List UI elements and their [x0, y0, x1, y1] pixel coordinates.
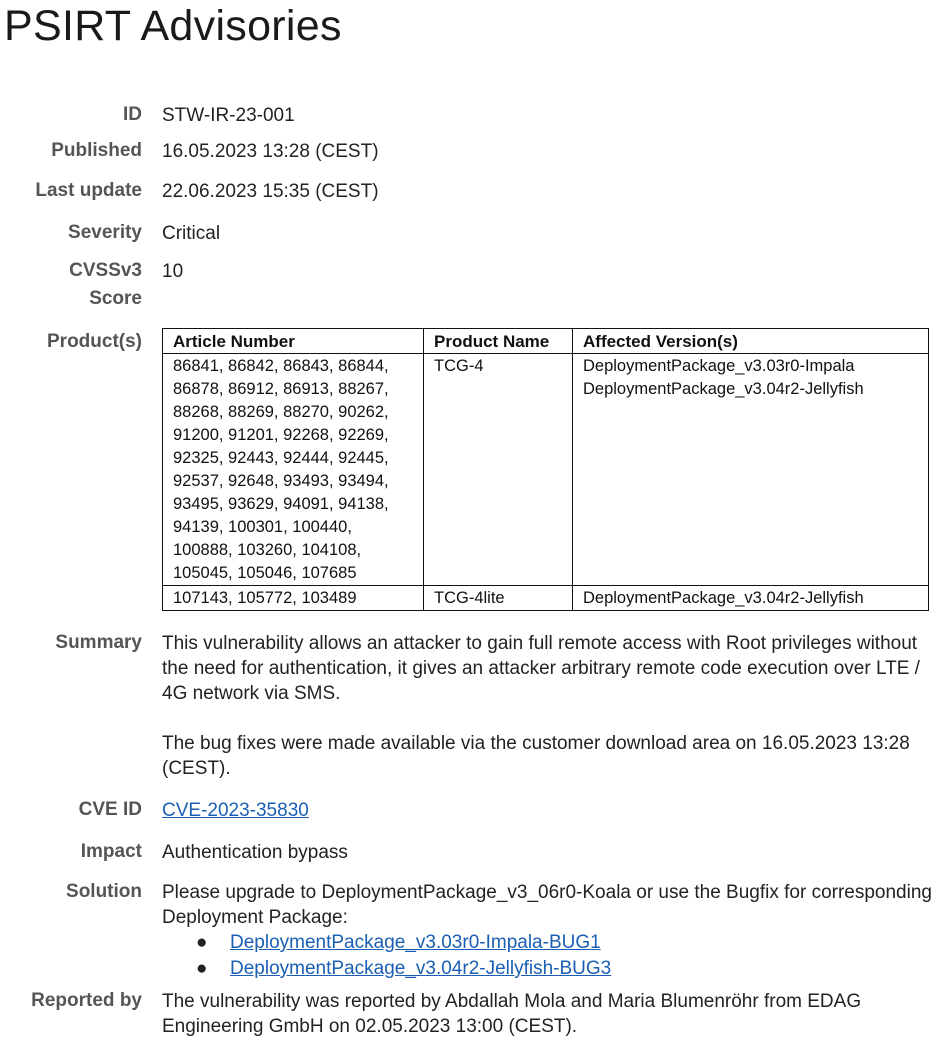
published-value: 16.05.2023 13:28 (CEST)	[162, 141, 379, 162]
page-title: PSIRT Advisories	[4, 2, 342, 50]
severity-value: Critical	[162, 223, 221, 244]
published-label: Published	[51, 140, 142, 161]
article-numbers-cell: 107143, 105772, 103489	[163, 586, 424, 611]
bugfix-link-jellyfish[interactable]: DeploymentPackage_v3.04r2-Jellyfish-BUG3	[230, 958, 612, 979]
solution-value	[162, 880, 932, 982]
article-numbers-cell: 86841, 86842, 86843, 86844, 86878, 86912, 86913, 88267, 88268, 88269, 88270, 90262, 91200, 91201, 92268, 92269, 92325, 92443, 92444, 92445, 92537, 92648, 93493, 93494, 93495, 93629, 94091, 94138, 94139, 100301, 100440, 100888, 103260, 104108, 105045, 105046, 107685	[163, 354, 424, 586]
table-row	[163, 354, 929, 586]
bullet-icon: ●	[196, 958, 208, 979]
impact-label: Impact	[80, 841, 142, 862]
cvss-label-line2: Score	[89, 288, 142, 309]
last-update-value: 22.06.2023 15:35 (CEST)	[162, 181, 379, 202]
cvss-label	[69, 257, 142, 313]
products-label: Product(s)	[47, 331, 142, 352]
id-label: ID	[123, 104, 142, 125]
severity-label: Severity	[68, 222, 142, 243]
affected-version: DeploymentPackage_v3.03r0-Impala	[583, 357, 855, 375]
affected-versions-cell	[573, 354, 929, 586]
column-header-product-name: Product Name	[424, 329, 573, 354]
solution-label: Solution	[66, 881, 142, 902]
summary-label: Summary	[55, 632, 142, 653]
table-row	[163, 586, 929, 611]
last-update-label: Last update	[35, 180, 142, 201]
reported-by-label: Reported by	[31, 990, 142, 1011]
bugfix-link-impala[interactable]: DeploymentPackage_v3.03r0-Impala-BUG1	[230, 932, 601, 953]
affected-versions-cell	[573, 586, 929, 611]
affected-version: DeploymentPackage_v3.04r2-Jellyfish	[583, 380, 864, 398]
cve-link[interactable]: CVE-2023-35830	[162, 800, 309, 821]
cvss-value: 10	[162, 261, 184, 282]
bullet-icon: ●	[196, 932, 208, 953]
cve-label: CVE ID	[78, 799, 142, 820]
cve-value	[162, 798, 932, 823]
column-header-affected-versions: Affected Version(s)	[573, 329, 929, 354]
column-header-article-number: Article Number	[163, 329, 424, 354]
solution-text: Please upgrade to DeploymentPackage_v3_06r0-Koala or use the Bugfix for corresponding Deployment Package:	[162, 882, 932, 928]
products-header-row	[163, 329, 929, 354]
id-value: STW-IR-23-001	[162, 105, 295, 126]
list-item	[162, 956, 932, 982]
affected-version: DeploymentPackage_v3.04r2-Jellyfish	[583, 589, 864, 607]
summary-paragraph-1: This vulnerability allows an attacker to gain full remote access with Root privileges without the need for authentication, it gives an attacker arbitrary remote code execution over LTE / 4G network via SMS.	[162, 633, 920, 704]
products-table	[162, 328, 929, 611]
bugfix-list	[162, 930, 932, 982]
summary-value	[162, 631, 932, 781]
summary-paragraph-2: The bug fixes were made available via the customer download area on 16.05.2023 13:28 (CEST).	[162, 733, 910, 779]
cvss-label-line1: CVSSv3	[69, 260, 142, 281]
product-name-cell: TCG-4	[424, 354, 573, 586]
list-item	[162, 930, 932, 956]
product-name-cell: TCG-4lite	[424, 586, 573, 611]
reported-by-value: The vulnerability was reported by Abdallah Mola and Maria Blumenröhr from EDAG Engineering GmbH on 02.05.2023 13:00 (CEST).	[162, 991, 862, 1037]
impact-value: Authentication bypass	[162, 842, 348, 863]
